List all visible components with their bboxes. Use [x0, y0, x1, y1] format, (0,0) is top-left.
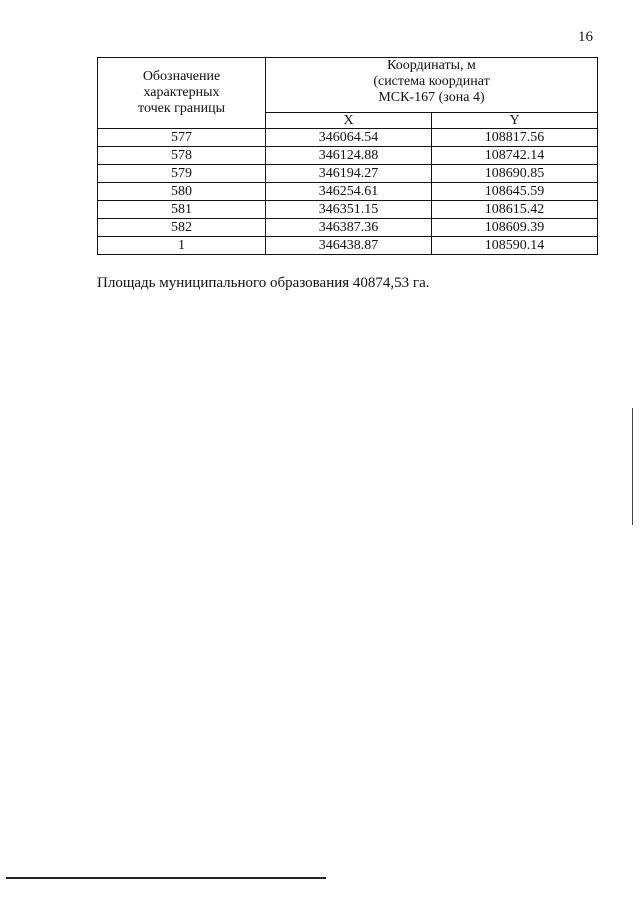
x-cell: 346387.36 [266, 219, 432, 237]
point-cell: 1 [98, 237, 266, 255]
x-cell: 346064.54 [266, 129, 432, 147]
table-row [98, 183, 598, 201]
point-cell: 578 [98, 147, 266, 165]
y-column-header: Y [432, 113, 598, 129]
table-row [98, 237, 598, 255]
table-row [98, 219, 598, 237]
coordinates-header-line: МСК-167 (зона 4) [378, 90, 485, 105]
y-cell: 108742.14 [432, 147, 598, 165]
point-cell: 579 [98, 165, 266, 183]
y-cell: 108590.14 [432, 237, 598, 255]
bottom-rule [6, 877, 326, 879]
table-row [98, 165, 598, 183]
y-cell: 108615.42 [432, 201, 598, 219]
area-statement: Площадь муниципального образования 40874,53 га. [97, 275, 430, 291]
table-row [98, 129, 598, 147]
point-cell: 580 [98, 183, 266, 201]
x-cell: 346194.27 [266, 165, 432, 183]
scan-margin-line [632, 408, 633, 525]
x-cell: 346254.61 [266, 183, 432, 201]
y-cell: 108645.59 [432, 183, 598, 201]
x-cell: 346351.15 [266, 201, 432, 219]
point-cell: 581 [98, 201, 266, 219]
point-cell: 582 [98, 219, 266, 237]
point-label-line: точек границы [138, 101, 225, 116]
coordinates-table [97, 57, 598, 255]
x-cell: 346124.88 [266, 147, 432, 165]
point-label-header [98, 58, 266, 129]
coordinates-header-line: (система координат [373, 74, 490, 89]
y-cell: 108817.56 [432, 129, 598, 147]
table-row [98, 147, 598, 165]
table-row [98, 201, 598, 219]
coordinates-header [266, 58, 598, 113]
y-cell: 108690.85 [432, 165, 598, 183]
y-cell: 108609.39 [432, 219, 598, 237]
point-cell: 577 [98, 129, 266, 147]
point-label-line: характерных [143, 85, 220, 100]
page-number: 16 [578, 29, 593, 45]
x-cell: 346438.87 [266, 237, 432, 255]
x-column-header: X [266, 113, 432, 129]
point-label-line: Обозначение [142, 69, 221, 84]
coordinates-header-line: Координаты, м [387, 58, 476, 73]
